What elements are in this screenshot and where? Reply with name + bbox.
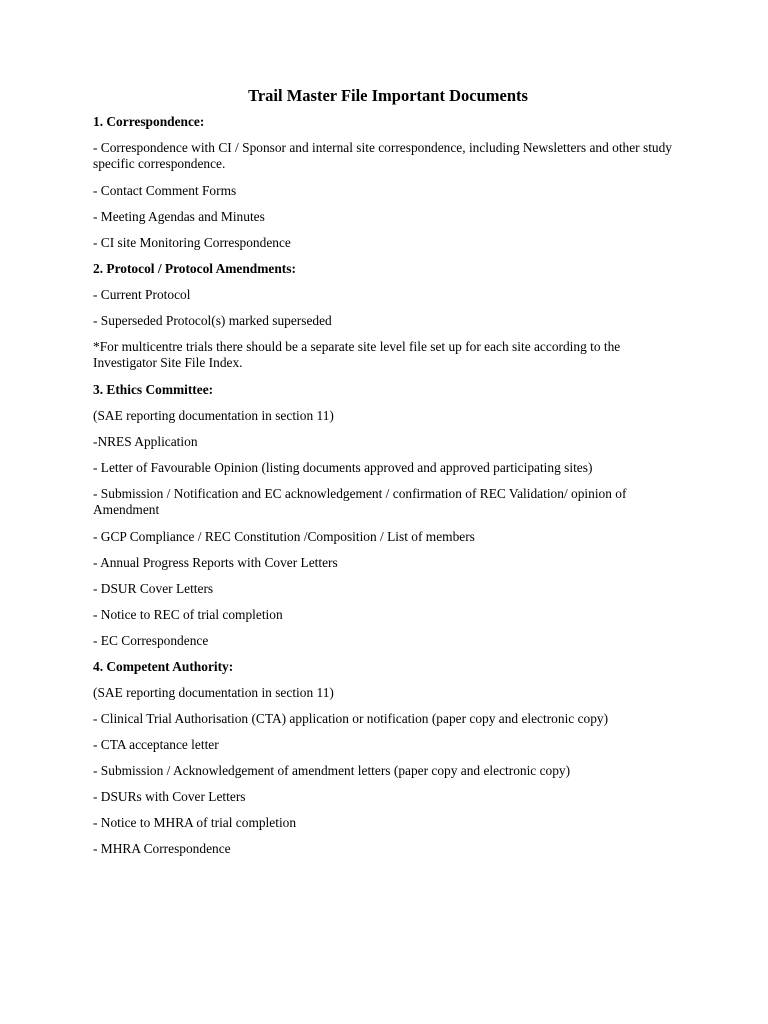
list-item: - CI site Monitoring Correspondence [93,235,291,250]
list-item: (SAE reporting documentation in section 11) [93,408,334,423]
list-item: -NRES Application [93,434,198,449]
list-item: - MHRA Correspondence [93,841,231,856]
document-title: Trail Master File Important Documents [248,86,528,105]
section-ethics-committee [93,382,683,649]
section-heading: 1. Correspondence: [93,114,205,129]
section-heading: 4. Competent Authority: [93,659,234,674]
list-item: - CTA acceptance letter [93,737,219,752]
list-item: - GCP Compliance / REC Constitution /Composition / List of members [93,529,475,544]
list-item: - Annual Progress Reports with Cover Letters [93,555,338,570]
note-item: *For multicentre trials there should be a separate site level file set up for each site according to the Investigator Site File Index. [93,339,621,370]
list-item: - Submission / Notification and EC acknowledgement / confirmation of REC Validation/ opinion of Amendment [93,486,627,517]
document-page [93,86,683,867]
list-item: - EC Correspondence [93,633,209,648]
list-item: - Meeting Agendas and Minutes [93,209,265,224]
list-item: - Notice to REC of trial completion [93,607,283,622]
section-heading: 3. Ethics Committee: [93,382,214,397]
section-correspondence [93,114,683,251]
section-protocol [93,261,683,371]
section-heading: 2. Protocol / Protocol Amendments: [93,261,296,276]
list-item: - Correspondence with CI / Sponsor and internal site correspondence, including Newsletters and other study specific correspondence. [93,140,673,171]
list-item: - Letter of Favourable Opinion (listing documents approved and approved participating sites) [93,460,593,475]
list-item: (SAE reporting documentation in section 11) [93,685,334,700]
list-item: - Current Protocol [93,287,191,302]
list-item: - DSUR Cover Letters [93,581,214,596]
list-item: - Clinical Trial Authorisation (CTA) application or notification (paper copy and electronic copy) [93,711,609,726]
section-competent-authority [93,659,683,857]
list-item: - Contact Comment Forms [93,183,237,198]
list-item: - Superseded Protocol(s) marked superseded [93,313,332,328]
list-item: - DSURs with Cover Letters [93,789,246,804]
list-item: - Submission / Acknowledgement of amendment letters (paper copy and electronic copy) [93,763,571,778]
list-item: - Notice to MHRA of trial completion [93,815,297,830]
